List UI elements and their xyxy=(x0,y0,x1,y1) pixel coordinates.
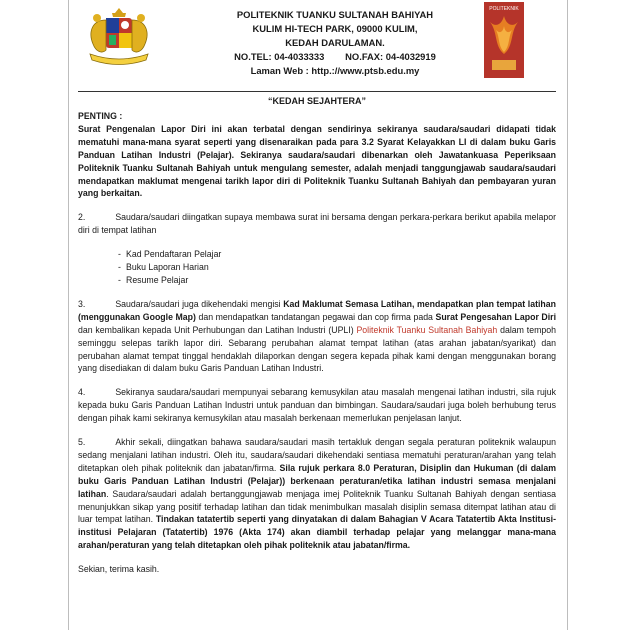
red-institution-name: Politeknik Tuanku Sultanah Bahiyah xyxy=(356,324,498,335)
institution-name: POLITEKNIK TUANKU SULTANAH BAHIYAH xyxy=(236,9,434,20)
paragraph-5: 5. Akhir sekali, diingatkan bahawa saudara/saudari masih tertakluk dengan segala peraturan politeknik walaupun sedang menjalani latihan industri. Oleh itu, saudara/saudari dikehendaki sentiasa mematuhi peraturan/arahan yang telah ditetapkan oleh pihak politeknik dan jabatan/firma. Sila rujuk perkara 8.0 Peraturan, Disiplin dan Hukuman (di dalam buku Garis Panduan Latihan Industri (Pelajar)) berkenaan peraturan/etika latihan industri semasa menjalani latihan. Saudara/saudari adalah bertanggungjawab menjaga imej Politeknik Tuanku Sultanah Bahiyah dengan sentiasa menunjukkan sikap yang positif terhadap latihan dan tidak menimbulkan masalah disiplin semasa ditempat latihan atau di luar tempat latihan. Tindakan tatatertib seperti yang dinyatakan di dalam Bahagian V Acara Tatatertib Akta Institusi-institusi Pelajaran (Tatatertib) 1976 (Akta 174) akan diambil terhadap pelajar yang melanggar mana-mana arahan/peraturan yang telah ditetapkan oleh pihak politeknik atau jabatan/firma. xyxy=(78,437,556,551)
logo-text: POLITEKNIK xyxy=(489,6,519,12)
penting-text: Surat Pengenalan Lapor Diri ini akan terbatal dengan sendirinya sekiranya saudara/saudari didapati tidak mematuhi mana-mana syarat seperti yang disenaraikan pada para 3.2 Syarat Kelayakkan LI di dalam buku Garis Panduan Latihan Industri (Pelajar). Sekiranya saudara/saudari dibenarkan oleh Jawatankuasa Peperiksaan Politeknik Tuanku Sultanah Bahiyah untuk mengulang semester, adalah menjadi tanggungjawab saudara/saudari mendapatkan maklumat mengenai tarikh lapor diri di Politeknik Tuanku Sultanah Bahiyah dan pembayaran yuran yang berkaitan. xyxy=(78,123,556,199)
closing: Sekian, terima kasih. xyxy=(78,564,160,575)
motto: “KEDAH SEJAHTERA” xyxy=(267,96,366,106)
website: Laman Web : http.://www.ptsb.edu.my xyxy=(250,65,420,76)
address-line-2: KEDAH DARULAMAN. xyxy=(285,37,385,48)
polytechnic-logo-icon xyxy=(484,2,524,78)
right-margin-line xyxy=(567,0,568,630)
address-line-1: KULIM HI-TECH PARK, 09000 KULIM, xyxy=(252,23,418,34)
contact-line xyxy=(190,50,480,64)
paragraph-4: 4. Sekiranya saudara/saudari mempunyai sebarang kemusykilan atau masalah mengenai latihan industri, sila rujuk kepada buku Garis Panduan Latihan Industri untuk panduan dan bimbingan. Saudara/saudari juga boleh berhubung terus dengan pihak kami sekiranya kemusykilan atau masalah berkenaan memerlukan penjelasan lanjut. xyxy=(78,387,556,424)
telephone: NO.TEL: 04-4033333 xyxy=(234,51,325,62)
list-item: - Buku Laporan Harian xyxy=(118,262,209,273)
list-item: - Resume Pelajar xyxy=(118,274,189,285)
left-margin-line xyxy=(68,0,69,630)
state-crest-icon xyxy=(84,6,154,68)
paragraph-3: 3. Saudara/saudari juga dikehendaki mengisi Kad Maklumat Semasa Latihan, mendapatkan plan tempat latihan (menggunakan Google Map) dan mendapatkan tandatangan pegawai dan cop firma pada Surat Pengesahan Lapor Diri dan kembalikan kepada Unit Perhubungan dan Latihan Industri (UPLI) Politeknik Tuanku Sultanah Bahiyah dalam tempoh seminggu selepas tarikh lapor diri. Sebarang perubahan alamat tempat latihan (atas arahan jabatan/syarikat) dan perubahan alamat tempat tinggal hendaklah dilaporkan dengan segera kepada pihak kami dengan menggunakan borang yang disediakan di dalam buku Garis Panduan Latihan Industri. xyxy=(78,298,556,374)
paragraph-2: 2. Saudara/saudari diingatkan supaya membawa surat ini bersama dengan perkara-perkara berikut apabila melapor diri di tempat latihan xyxy=(78,212,556,236)
penting-title: PENTING : xyxy=(78,111,123,121)
letter-body xyxy=(78,110,556,576)
list-item: - Kad Pendaftaran Pelajar xyxy=(118,249,222,260)
required-items-list xyxy=(78,248,556,287)
fax: NO.FAX: 04-4032919 xyxy=(345,51,436,62)
header-rule xyxy=(78,91,556,92)
letterhead xyxy=(190,8,480,78)
